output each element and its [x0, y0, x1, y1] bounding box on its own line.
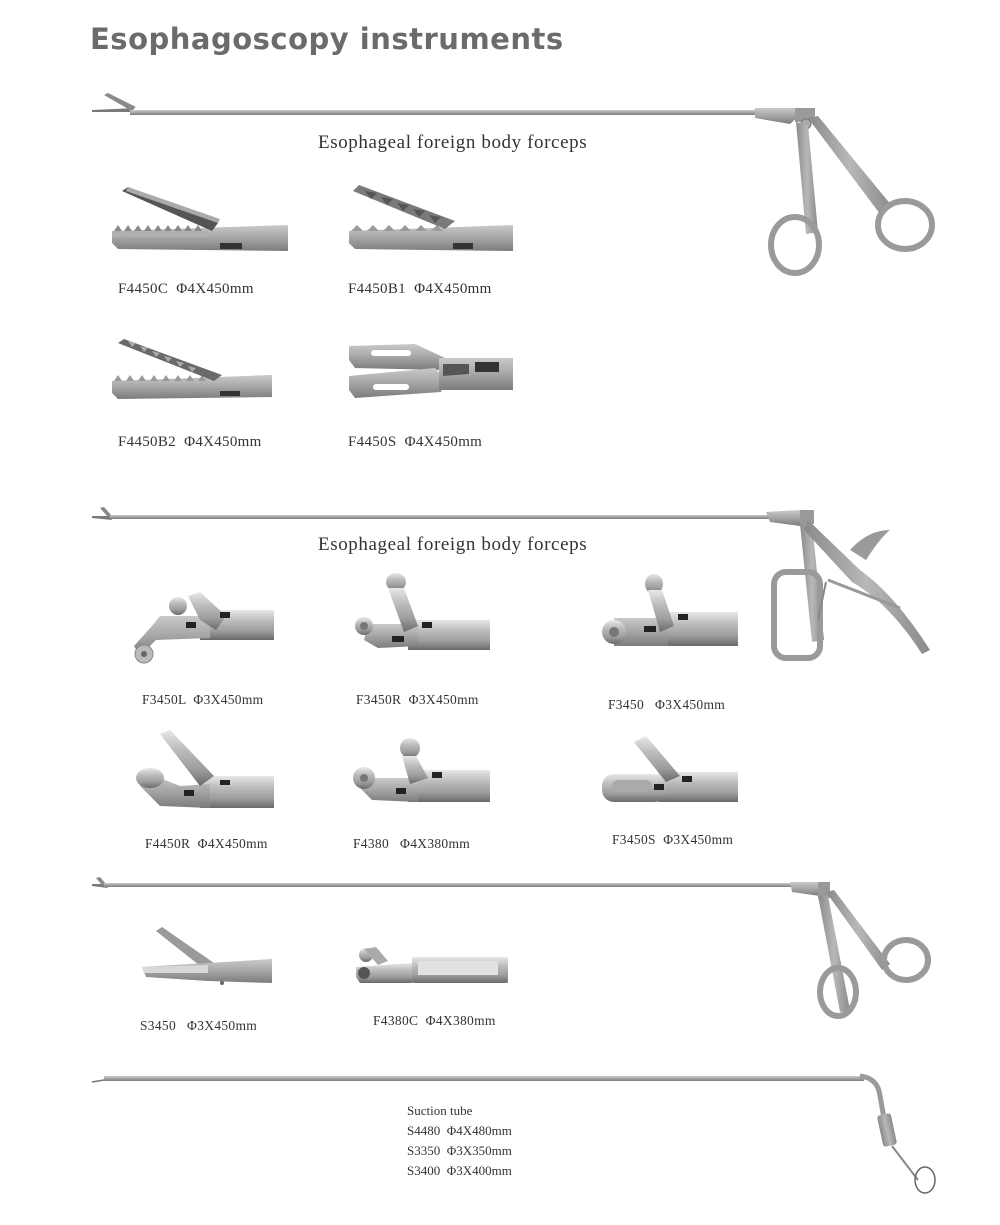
tip-image-F4450C [108, 185, 278, 255]
tip-image-S3450 [138, 925, 278, 995]
item-label-F3450L: F3450L Φ3X450mm [142, 692, 264, 707]
item-label-S4480: S4480 Φ4X480mm [407, 1123, 512, 1138]
suction-tube-info [407, 1101, 512, 1181]
item-label-S3400: S3400 Φ3X400mm [407, 1163, 512, 1178]
item-label-F4450B2: F4450B2 Φ4X450mm [118, 434, 262, 450]
tip-image-F3450R [348, 568, 498, 658]
tip-image-F4380 [348, 738, 498, 808]
page-title: Esophagoscopy instruments [90, 22, 564, 56]
item-label-S3350: S3350 Φ3X350mm [407, 1143, 512, 1158]
tip-image-F4450B2 [108, 335, 278, 405]
item-label-F3450: F3450 Φ3X450mm [608, 697, 726, 712]
tip-image-F3450S [598, 736, 748, 806]
suction-tube-heading: Suction tube [407, 1103, 473, 1118]
tip-image-F4380C [352, 945, 512, 995]
item-label-F4450S: F4450S Φ4X450mm [348, 434, 483, 450]
tip-image-F3450L [130, 590, 280, 670]
section-heading-2: Esophageal foreign body forceps [318, 534, 588, 555]
item-label-F4380: F4380 Φ4X380mm [353, 836, 471, 851]
section-heading-1: Esophageal foreign body forceps [318, 132, 588, 153]
item-label-F4450B1: F4450B1 Φ4X450mm [348, 281, 492, 297]
item-label-F3450S: F3450S Φ3X450mm [612, 832, 734, 847]
tip-image-F4450S [345, 340, 515, 400]
item-label-F4450C: F4450C Φ4X450mm [118, 281, 254, 297]
item-label-F3450R: F3450R Φ3X450mm [356, 692, 479, 707]
item-label-S3450: S3450 Φ3X450mm [140, 1018, 258, 1033]
tip-image-F4450B1 [345, 185, 515, 255]
tip-image-F3450 [598, 572, 748, 652]
tip-image-F4450R [130, 730, 280, 810]
item-label-F4380C: F4380C Φ4X380mm [373, 1013, 496, 1028]
item-label-F4450R: F4450R Φ4X450mm [145, 836, 268, 851]
